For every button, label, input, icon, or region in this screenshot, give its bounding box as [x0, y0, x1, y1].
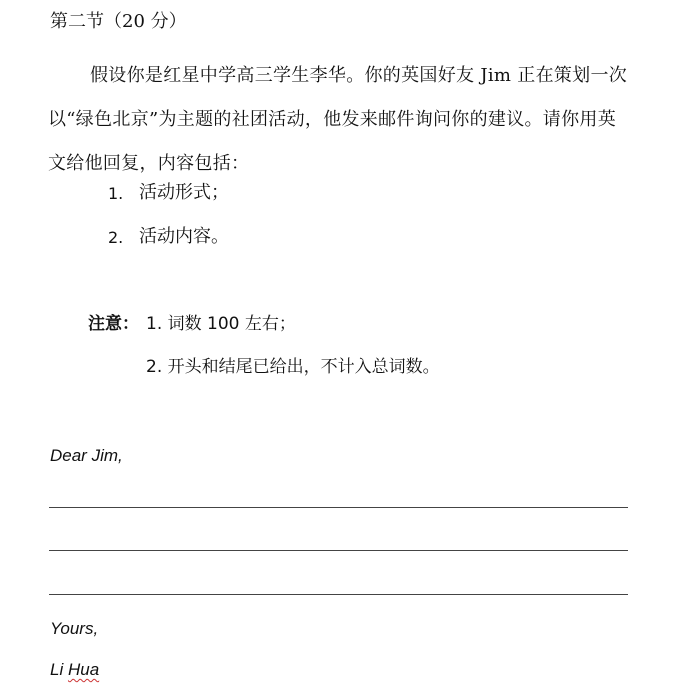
letter-signature [50, 659, 99, 681]
requirement-text: 活动形式； [139, 182, 229, 203]
requirement-number: 2. [108, 228, 124, 247]
writing-line [49, 550, 628, 551]
letter-closing: Yours, [50, 619, 99, 638]
note-opening-closing: 2. 开头和结尾已给出，不计入总词数。 [146, 357, 440, 377]
signature-last-name: Hua [67, 660, 100, 679]
section-title: 第二节（20 分） [50, 11, 187, 32]
signature-first-name: Li [50, 660, 64, 679]
requirement-text: 活动内容。 [139, 226, 229, 247]
note-word-count: 1. 词数 100 左右； [146, 314, 296, 334]
prompt-paragraph: 假设你是红星中学高三学生李华。你的英国好友 Jim 正在策划一次以“绿色北京”为主题的社团活动，他发来邮件询问你的建议。请你用英文给他回复，内容包括： [48, 65, 628, 174]
requirement-number: 1. [108, 184, 124, 203]
writing-line [49, 507, 628, 508]
writing-line [49, 594, 628, 595]
letter-greeting: Dear Jim, [50, 446, 123, 465]
notes-label: 注意： [88, 314, 139, 334]
